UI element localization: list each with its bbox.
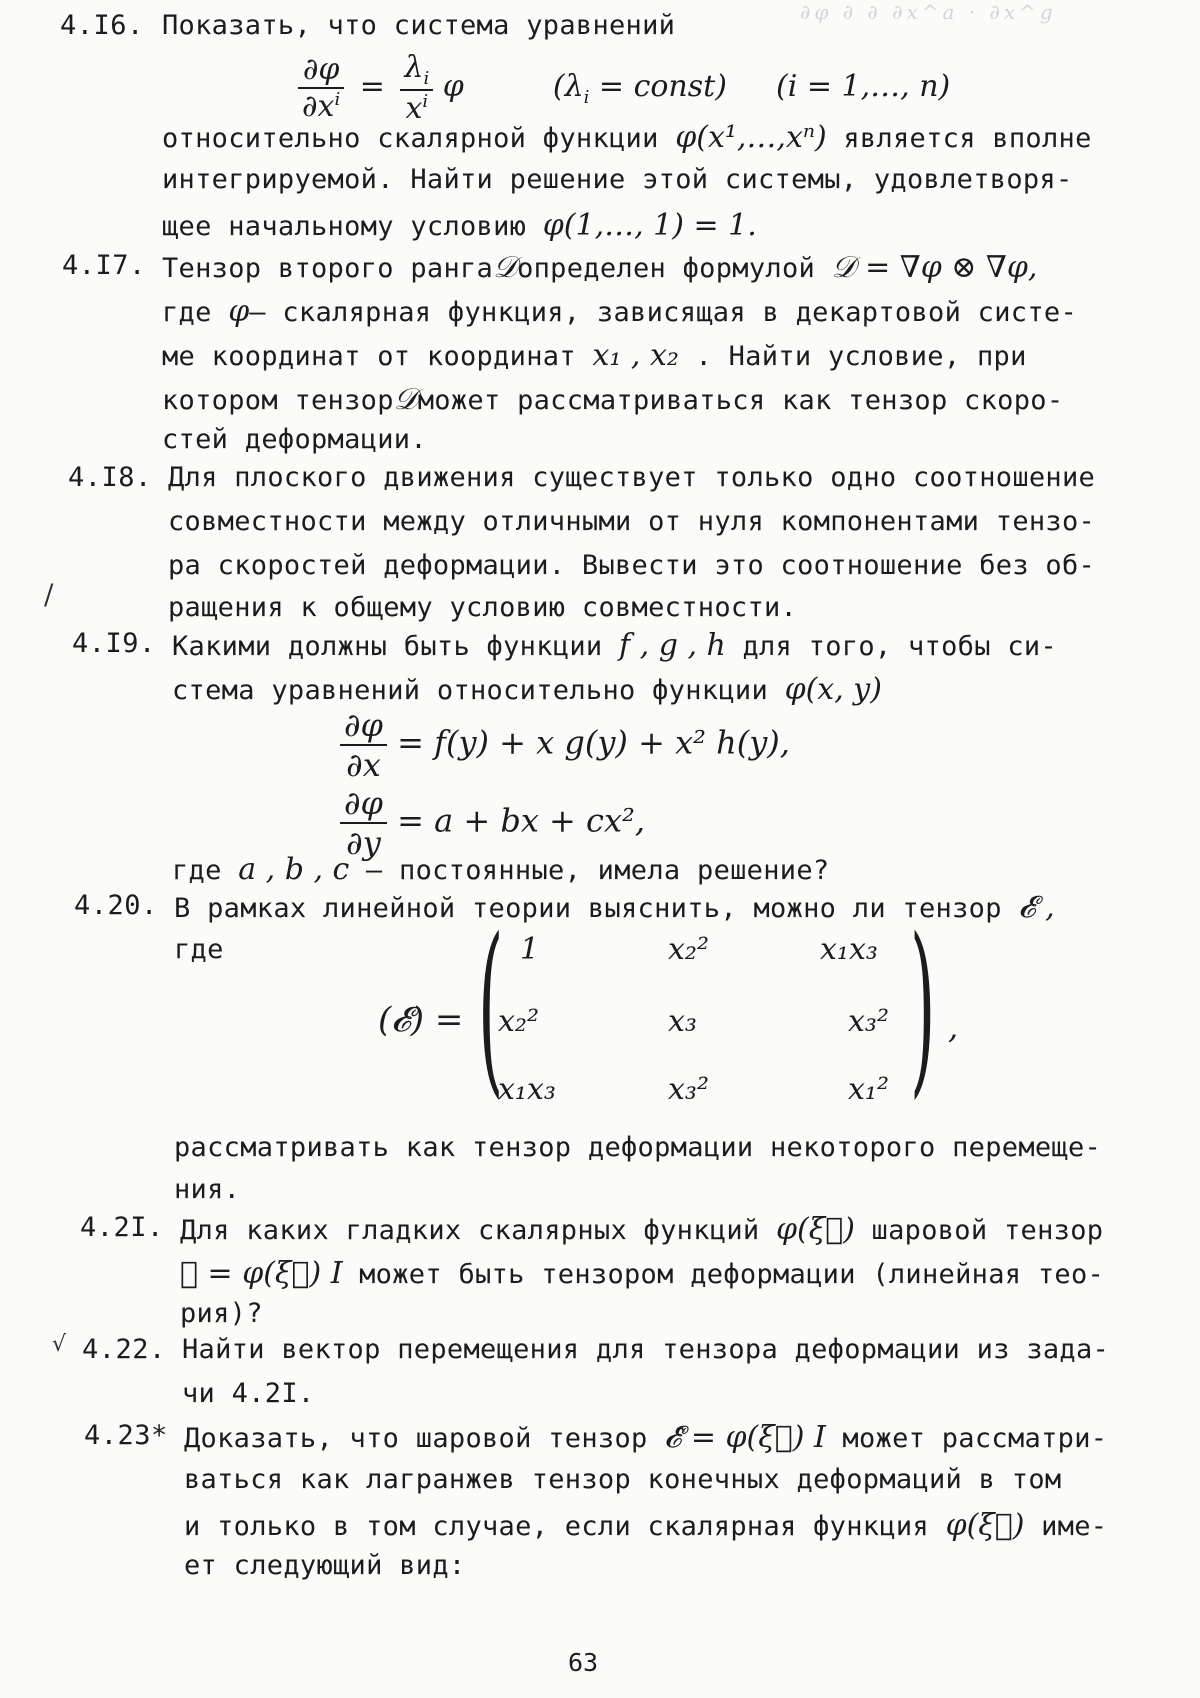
problem-text: ет следующий вид: [184, 1550, 466, 1581]
problem-text: ваться как лагранжев тензор конечных деформаций в том [184, 1464, 1062, 1495]
problem-text: Для плоского движения существует только одно соотношение [168, 462, 1096, 493]
constants-abc: a , b , c [238, 852, 350, 887]
problem-text: стема уравнений относительно функции φ(x, y) [172, 672, 882, 707]
problem-text: рия)? [180, 1298, 263, 1329]
functions-fgh: f , g , h [619, 628, 726, 663]
spherical-tensor: 𝓔 = φ(ξ⃗) I [180, 1256, 343, 1291]
coordinates: x₁ , x₂ [592, 338, 679, 373]
problem-text: ра скоростей деформации. Вывести это соотношение без об- [168, 550, 1096, 581]
equation-2: $\frac{\partial\varphi}{\partial y}$ = a + bx + cx², [340, 784, 645, 862]
matrix-comma: , [948, 1008, 959, 1046]
matrix-label: (𝓔) = [378, 1000, 464, 1040]
problem-text: Для каких гладких скалярных функций φ(ξ⃗) шаровой тензор [180, 1212, 1104, 1247]
problem-number: 4.20. [74, 890, 158, 921]
condition-const: ($\lambda_i$ = const) [552, 69, 727, 108]
formula-D: 𝒟 = ∇φ ⊗ ∇φ, [831, 250, 1038, 285]
margin-mark: / [44, 578, 54, 611]
problem-text: ния. [174, 1174, 241, 1205]
formula-system: $\frac{\partial\varphi}{\partial x^i}$ = $\frac{\lambda_i}{x^i}$ φ ($\lambda_i$ = const) (i = 1,…, n) [298, 50, 950, 126]
function-phi: φ(x¹,…,xⁿ) [675, 120, 827, 155]
matrix-cell: x₃² [668, 1072, 709, 1107]
matrix-cell: x₁x₃ [498, 1072, 556, 1107]
problem-text: ме координат от координат x₁ , x₂ . Найти условие, при [162, 338, 1027, 373]
problem-text: стей деформации. [162, 424, 427, 455]
function-phi-xi: φ(ξ⃗) [945, 1508, 1025, 1543]
matrix-cell: x₂² [498, 1004, 539, 1039]
matrix-cell: x₃² [848, 1004, 889, 1039]
problem-number: 4.22. [82, 1334, 166, 1365]
problem-text: щее начальному условию φ(1,…, 1) = 1. [162, 208, 757, 243]
problem-text: Найти вектор перемещения для тензора деформации из зада- [182, 1334, 1110, 1365]
equation-1: $\frac{\partial\varphi}{\partial x}$ = f(y) + x g(y) + x² h(y), [340, 706, 790, 784]
matrix-right-paren: ) [910, 898, 936, 1115]
problem-text: чи 4.2I. [182, 1378, 315, 1409]
problem-number: 4.2I. [80, 1212, 164, 1243]
problem-text: 𝓔 = φ(ξ⃗) I может быть тензором деформации (линейная тео- [180, 1256, 1105, 1291]
problem-text: где φ– скалярная функция, зависящая в декартовой систе- [162, 294, 1078, 329]
problem-text: Какими должны быть функции f , g , h для того, чтобы си- [172, 628, 1057, 663]
tensor-E: 𝓔 , [1018, 890, 1055, 925]
problem-number: 4.23* [84, 1420, 168, 1451]
problem-number: 4.I8. [68, 462, 152, 493]
problem-text: Доказать, что шаровой тензор 𝓔̂ = φ(ξ⃗) I может рассматри- [184, 1420, 1108, 1455]
spherical-tensor: 𝓔̂ = φ(ξ⃗) I [664, 1420, 826, 1455]
problem-text: где [174, 934, 224, 965]
margin-mark: √ [52, 1332, 67, 1357]
matrix-cell: x₁² [848, 1072, 889, 1107]
fraction-rhs: $\frac{\lambda_i}{x^i}$ [400, 50, 433, 126]
scan-scribble: ∂φ ∂ ∂ ∂x^a · ∂x^g [800, 0, 1057, 24]
problem-text: рассматривать как тензор деформации некоторого перемеще- [174, 1132, 1102, 1163]
problem-number: 4.I6. [60, 10, 144, 41]
problem-text: котором тензор𝒟может рассматриваться как тензор скоро- [162, 382, 1064, 417]
problem-text: Показать, что система уравнений [162, 10, 676, 41]
problem-text: и только в том случае, если скалярная функция φ(ξ⃗) име- [184, 1508, 1108, 1543]
problem-text: В рамках линейной теории выяснить, можно ли тензор 𝓔 , [174, 890, 1055, 925]
problem-text: где a , b , c – постоянные, имела решение? [172, 852, 830, 887]
problem-text: относительно скалярной функции φ(x¹,…,xⁿ) является вполне [162, 120, 1092, 155]
matrix-left-paren: ( [478, 898, 504, 1115]
problem-text: Тензор второго ранга𝒟определен формулой 𝒟 = ∇φ ⊗ ∇φ, [162, 250, 1038, 285]
matrix-cell: x₁x₃ [820, 932, 878, 967]
problem-text: интегрируемой. Найти решение этой системы, удовлетворя- [162, 164, 1073, 195]
matrix-cell: x₂² [668, 932, 709, 967]
matrix-cell: 1 [520, 932, 540, 967]
function-phi-xy: φ(x, y) [784, 672, 882, 707]
initial-condition: φ(1,…, 1) = 1. [542, 208, 757, 243]
problem-number: 4.I7. [62, 250, 146, 281]
problem-number: 4.I9. [72, 628, 156, 659]
problem-text: ращения к общему условию совместности. [168, 592, 798, 623]
matrix-cell: x₃ [668, 1004, 697, 1039]
problem-text: совместности между отличными от нуля компонентами тензо- [168, 506, 1096, 537]
function-phi-xi: φ(ξ⃗) [776, 1212, 855, 1247]
condition-index: (i = 1,…, n) [776, 69, 951, 104]
page-number: 63 [568, 1648, 599, 1677]
fraction-lhs: $\frac{\partial\varphi}{\partial x^i}$ [298, 52, 344, 124]
